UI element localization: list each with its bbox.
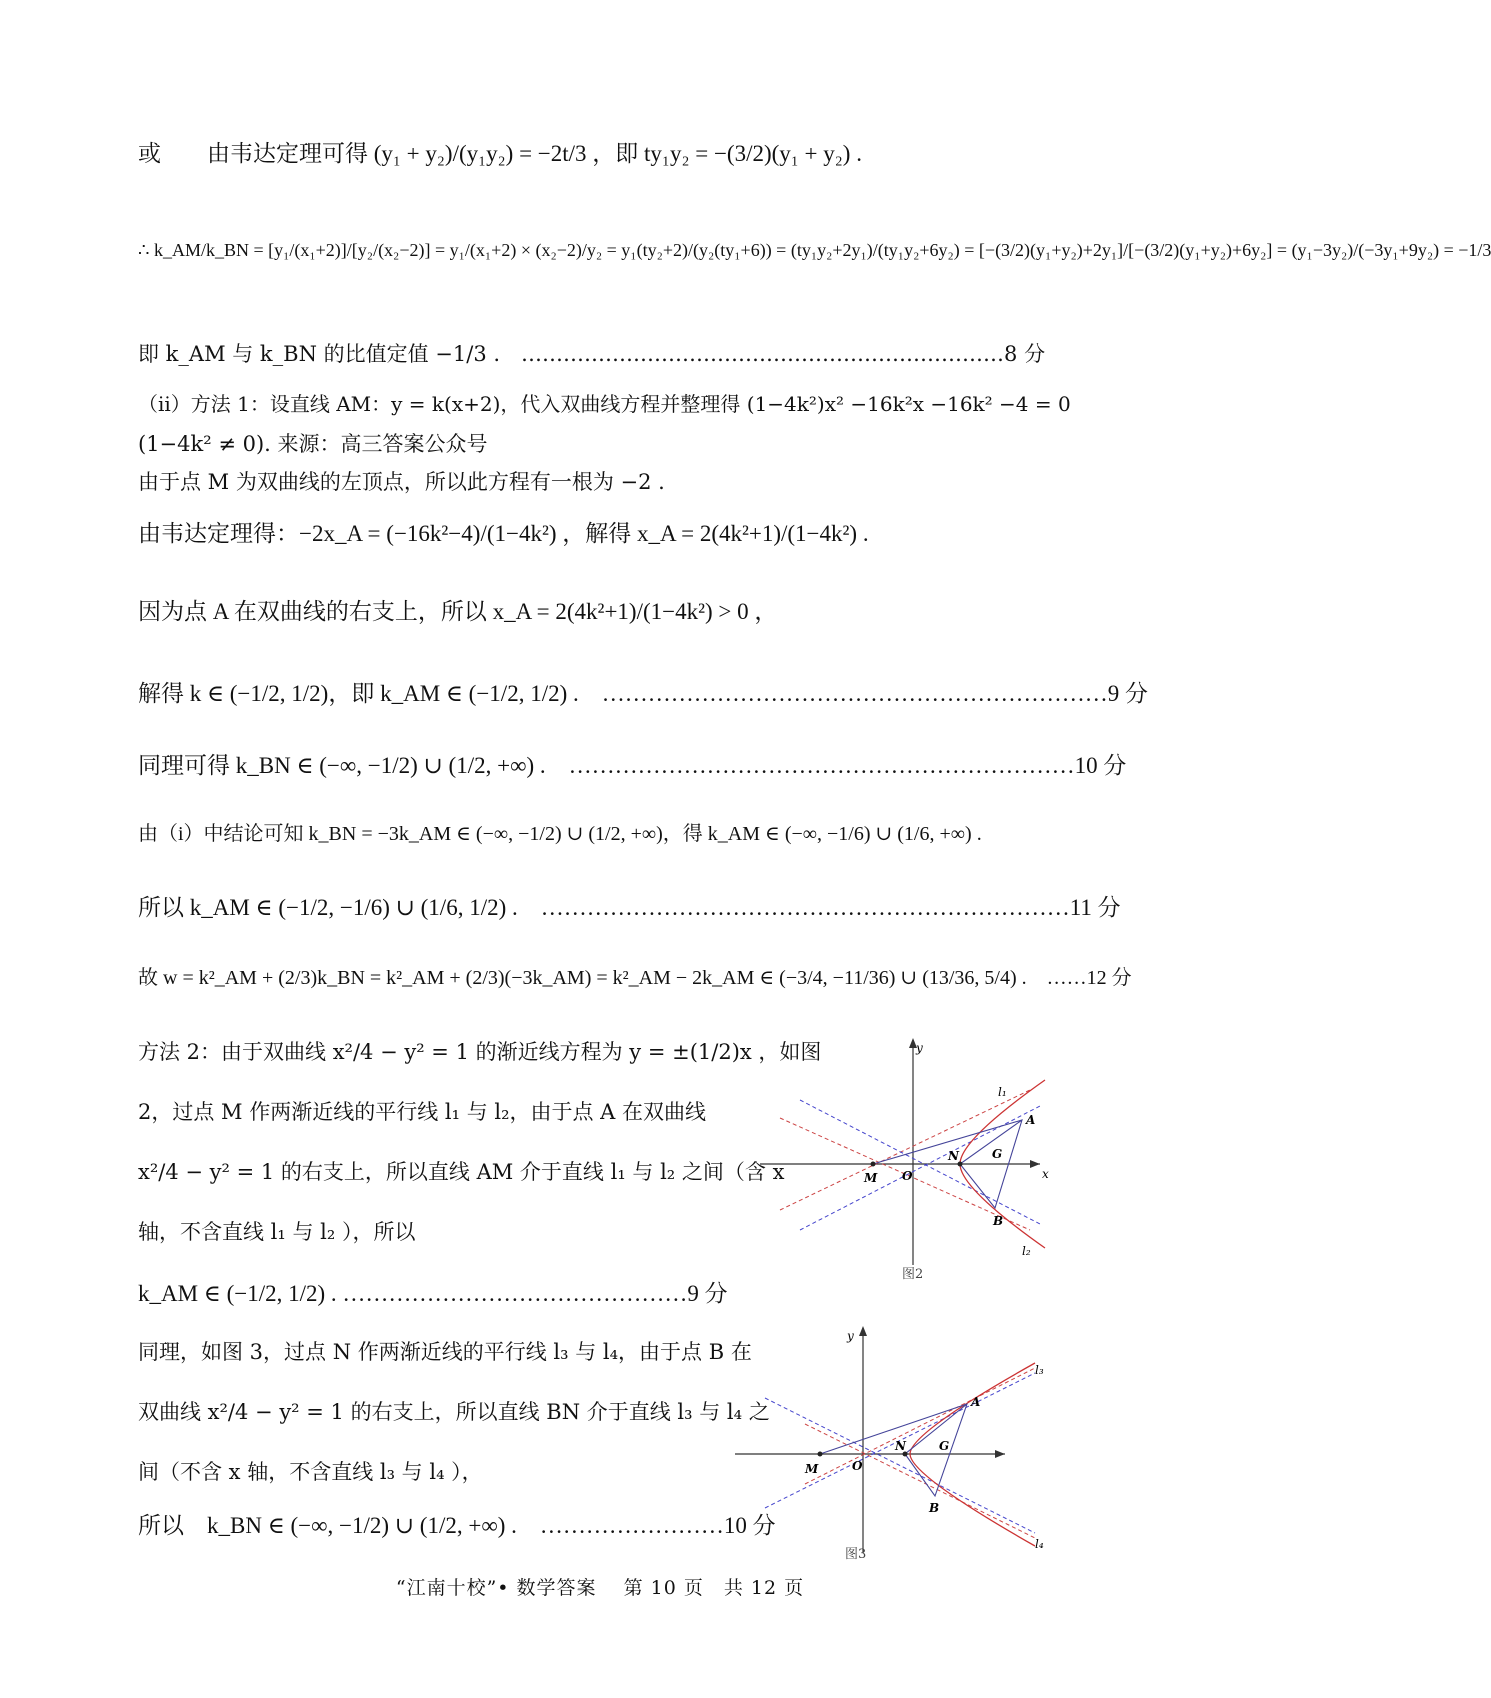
line-method2-kam: k_AM ∈ (−1/2, 1/2) . ………………………………………9 分 — [138, 1281, 728, 1306]
fig2-label-o: O — [902, 1169, 913, 1183]
line-kbn-range: 同理可得 k_BN ∈ (−∞, −1/2) ∪ (1/2, +∞) . …………………………………………………………10 分 — [138, 753, 1127, 778]
line-method2-l1l2: 2，过点 M 作两渐近线的平行线 l₁ 与 l₂，由于点 A 在双曲线 — [138, 1100, 707, 1124]
fig2-label-g: G — [992, 1147, 1003, 1161]
fig2-point-m — [871, 1162, 876, 1167]
fig3-axes — [735, 1326, 1005, 1553]
line-kam-final-range: 所以 k_AM ∈ (−1/2, −1/6) ∪ (1/6, 1/2) . ……………………………………………………………11 分 — [138, 895, 1121, 920]
line-method2-exclusion2: 间（不含 x 轴，不含直线 l₃ 与 l₄ ）， — [138, 1460, 483, 1484]
line-kbn-kam-relation: 由（i）中结论可知 k_BN = −3k_AM ∈ (−∞, −1/2) ∪ (1/2, +∞)，得 k_AM ∈ (−∞, −1/6) ∪ (1/6, +∞) . — [138, 823, 982, 845]
line-ratio-conclusion: 即 k_AM 与 k_BN 的比值定值 −1/3 . ……………………………………………………………8 分 — [138, 342, 1046, 366]
fig3-line-l4 — [805, 1424, 1035, 1538]
figure-3 — [735, 1318, 1065, 1563]
fig2-label-m: M — [864, 1171, 878, 1185]
fig3-label-n: N — [895, 1439, 906, 1453]
fig2-label-l1: l₁ — [998, 1085, 1007, 1099]
line-method1-setup: （ii）方法 1：设直线 AM：y = k(x+2)，代入双曲线方程并整理得 (1−4k²)x² −16k²x −16k² −4 = 0 — [138, 392, 1071, 416]
fig3-label-b: B — [929, 1501, 940, 1515]
line-method2-bn-between: 双曲线 x²/4 − y² = 1 的右支上，所以直线 BN 介于直线 l₃ 与 l₄ 之 — [138, 1400, 770, 1424]
page-footer: “江南十校”• 数学答案 第 10 页 共 12 页 — [395, 1577, 805, 1599]
line-right-branch: 因为点 A 在双曲线的右支上，所以 x_A = 2(4k²+1)/(1−4k²) > 0 ， — [138, 599, 778, 624]
fig2-asymptote-1 — [800, 1106, 1040, 1230]
line-method2-intro: 方法 2：由于双曲线 x²/4 − y² = 1 的渐近线方程为 y = ±(1/2)x ，如图 — [138, 1040, 822, 1064]
fig3-label-a: A — [971, 1395, 981, 1409]
line-condition: (1−4k² ≠ 0). 来源：高三答案公众号 — [138, 432, 488, 456]
line-slope-ratio-derivation: ∴ k_AM/k_BN = [y₁/(x₁+2)]/[y₂/(x₂−2)] = y₁/(x₁+2) × (x₂−2)/y₂ = y₁(ty₂+2)/(y₂(ty₁+6)) = (ty₁y₂+2y₁)/(ty₁y₂+6y₂) = [−(3/2)(y₁+y₂)+2y₁]/[−(3/2)(y₁+y₂)+6y₂] = (y₁−3y₂)/(−3y₁+9y₂) = −1/3 — [138, 240, 1491, 260]
line-k-range: 解得 k ∈ (−1/2, 1/2)，即 k_AM ∈ (−1/2, 1/2) . …………………………………………………………9 分 — [138, 681, 1149, 706]
line-method2-kbn: 所以 k_BN ∈ (−∞, −1/2) ∪ (1/2, +∞) . ……………………10 分 — [138, 1513, 776, 1538]
figure-2 — [760, 1030, 1060, 1280]
line-method2-am-between: x²/4 − y² = 1 的右支上，所以直线 AM 介于直线 l₁ 与 l₂ 之间（含 x — [138, 1160, 785, 1184]
fig2-label-a: A — [1026, 1113, 1036, 1127]
fig2-label-l2: l₂ — [1022, 1244, 1031, 1258]
line-left-vertex: 由于点 M 为双曲线的左顶点，所以此方程有一根为 −2 . — [138, 470, 665, 494]
fig3-label-l4: l₄ — [1035, 1537, 1044, 1551]
fig2-label-n: N — [948, 1149, 959, 1163]
line-w-range: 故 w = k²_AM + (2/3)k_BN = k²_AM + (2/3)(−3k_AM) = k²_AM − 2k_AM ∈ (−3/4, −11/36) ∪ (13/36, 5/4) . ……12 分 — [138, 967, 1132, 989]
fig2-label-x: x — [1042, 1167, 1049, 1181]
line-vieta-xa: 由韦达定理得：−2x_A = (−16k²−4)/(1−4k²) ，解得 x_A = 2(4k²+1)/(1−4k²) . — [138, 521, 869, 546]
fig2-asymptote-2 — [800, 1100, 1040, 1224]
line-method2-l3l4: 同理，如图 3，过点 N 作两渐近线的平行线 l₃ 与 l₄，由于点 B 在 — [138, 1340, 752, 1364]
fig3-label-g: G — [939, 1439, 950, 1453]
fig3-label-y: y — [847, 1329, 854, 1343]
fig2-label-b: B — [993, 1214, 1004, 1228]
line-vieta-relation: 或 由韦达定理可得 (y₁ + y₂)/(y₁y₂) = −2t/3 ，即 ty₁y₂ = −(3/2)(y₁ + y₂) . — [138, 141, 862, 166]
fig3-label-m: M — [805, 1462, 819, 1476]
fig3-label-o: O — [852, 1459, 863, 1473]
fig3-caption: 图3 — [845, 1547, 867, 1562]
fig2-caption: 图2 — [902, 1267, 924, 1282]
fig2-label-y: y — [916, 1041, 923, 1055]
fig3-line-l3 — [805, 1368, 1035, 1484]
fig3-label-l3: l₃ — [1035, 1363, 1044, 1377]
fig3-point-m — [818, 1452, 823, 1457]
line-method2-exclusion: 轴，不含直线 l₁ 与 l₂ ），所以 — [138, 1220, 416, 1244]
